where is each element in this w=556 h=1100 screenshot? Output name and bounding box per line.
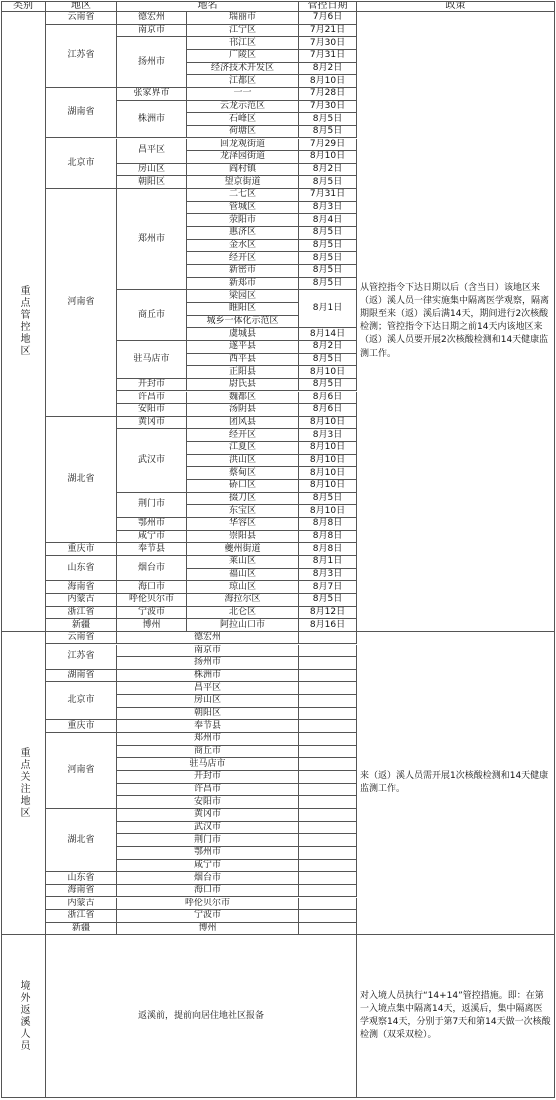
city-name: 德宏州	[117, 12, 187, 25]
province-name: 北京市	[46, 682, 117, 720]
place-name: 株洲市	[117, 670, 299, 683]
place-name: 梁园区	[187, 290, 299, 303]
control-date: 7月28日	[299, 88, 357, 101]
control-date-empty	[299, 758, 357, 771]
city-name: 驻马店市	[117, 341, 187, 379]
place-name: 经开区	[187, 429, 299, 442]
control-date: 8月10日	[299, 417, 357, 430]
control-date: 8月12日	[299, 607, 357, 620]
city-name: 株洲市	[117, 101, 187, 139]
control-date-empty	[299, 695, 357, 708]
place-name: 崇阳县	[187, 531, 299, 544]
control-date: 8月16日	[299, 619, 357, 632]
province-name: 北京市	[46, 139, 117, 190]
control-date: 8月10日	[299, 467, 357, 480]
province-name: 河南省	[46, 733, 117, 809]
policy-key-control: 从管控指令下达日期以后（含当日）该地区来（返）溪人员一律实施集中隔离医学观察，隔离期限至来（返）溪后满14天，期间进行2次核酸检测；管控指令下达日期之前14天内该地区来（返）溪人员要开展2次核酸检测和14天健康监测工作。	[357, 12, 555, 632]
control-date: 8月5日	[299, 493, 357, 506]
place-name: 华容区	[187, 518, 299, 531]
control-date: 7月31日	[299, 189, 357, 202]
control-date-empty	[299, 885, 357, 898]
province-name: 山东省	[46, 872, 117, 885]
place-name: 东宝区	[187, 505, 299, 518]
control-date: 8月8日	[299, 531, 357, 544]
control-date: 8月2日	[299, 164, 357, 177]
city-name: 宁波市	[117, 607, 187, 620]
place-name: 海拉尔区	[187, 594, 299, 607]
place-name: 德宏州	[117, 632, 299, 645]
place-name: 汤阴县	[187, 404, 299, 417]
header-region: 地区	[46, 1, 117, 12]
control-date: 7月6日	[299, 12, 357, 25]
control-date-empty	[299, 670, 357, 683]
control-date: 8月6日	[299, 404, 357, 417]
place-name: 扬州市	[117, 657, 299, 670]
province-name: 重庆市	[46, 720, 117, 733]
policy-table	[1, 1, 555, 1098]
place-name: 夔州街道	[187, 543, 299, 556]
place-name: 黄冈市	[117, 809, 299, 822]
place-name: 福山区	[187, 569, 299, 582]
place-name: 广陵区	[187, 50, 299, 63]
province-name: 湖北省	[46, 809, 117, 872]
city-name: 南京市	[117, 25, 187, 38]
control-date: 8月10日	[299, 455, 357, 468]
city-name: 扬州市	[117, 37, 187, 88]
place-name: 新郑市	[187, 278, 299, 291]
control-date-empty	[299, 910, 357, 923]
control-date: 8月3日	[299, 202, 357, 215]
category-overseas: 境外返溪人员	[1, 935, 46, 1098]
control-date: 8月5日	[299, 594, 357, 607]
place-name: 一一	[187, 88, 299, 101]
place-name: 烟台市	[117, 872, 299, 885]
control-date: 8月7日	[299, 581, 357, 594]
place-name: 瑞丽市	[187, 12, 299, 25]
place-name: 蔡甸区	[187, 467, 299, 480]
control-date: 8月5日	[299, 379, 357, 392]
place-name: 经开区	[187, 252, 299, 265]
city-name: 安阳市	[117, 404, 187, 417]
header-policy: 政策	[357, 1, 555, 12]
province-name: 江苏省	[46, 25, 117, 88]
place-name: 正阳县	[187, 366, 299, 379]
place-name: 邗江区	[187, 37, 299, 50]
policy-key-attention: 来（返）溪人员需开展1次核酸检测和14天健康监测工作。	[357, 632, 555, 936]
control-date: 8月10日	[299, 480, 357, 493]
control-date: 8月10日	[299, 505, 357, 518]
control-date: 8月6日	[299, 392, 357, 405]
place-name: 西平县	[187, 354, 299, 367]
control-date: 8月5日	[299, 265, 357, 278]
control-date: 8月10日	[299, 151, 357, 164]
place-name: 博州	[117, 923, 299, 936]
city-name: 昌平区	[117, 139, 187, 164]
city-name: 张家界市	[117, 88, 187, 101]
place-name: 遂平县	[187, 341, 299, 354]
control-date-empty	[299, 720, 357, 733]
place-name: 荆门市	[117, 834, 299, 847]
province-name: 海南省	[46, 885, 117, 898]
city-name: 博州	[117, 619, 187, 632]
place-name: 宁波市	[117, 910, 299, 923]
place-name: 回龙观街道	[187, 139, 299, 152]
province-name: 内蒙古	[46, 594, 117, 607]
place-name: 商丘市	[117, 746, 299, 759]
place-name: 二七区	[187, 189, 299, 202]
place-name: 海口市	[117, 885, 299, 898]
control-date: 8月5日	[299, 354, 357, 367]
place-name: 城乡一体化示范区	[187, 316, 299, 329]
place-name: 开封市	[117, 771, 299, 784]
control-date: 8月3日	[299, 569, 357, 582]
control-date-empty	[299, 872, 357, 885]
city-name: 许昌市	[117, 392, 187, 405]
control-date: 8月4日	[299, 214, 357, 227]
city-name: 武汉市	[117, 429, 187, 492]
control-date-empty	[299, 746, 357, 759]
control-date: 7月30日	[299, 101, 357, 114]
place-name: 金水区	[187, 240, 299, 253]
province-name: 湖北省	[46, 417, 117, 544]
control-date: 7月31日	[299, 50, 357, 63]
place-name: 呼伦贝尔市	[117, 898, 299, 911]
place-name: 虞城县	[187, 328, 299, 341]
city-name: 朝阳区	[117, 176, 187, 189]
control-date: 8月10日	[299, 366, 357, 379]
place-name: 江夏区	[187, 442, 299, 455]
control-date: 8月3日	[299, 429, 357, 442]
city-name: 奉节县	[117, 543, 187, 556]
control-date-empty	[299, 771, 357, 784]
place-name: 龙泽园街道	[187, 151, 299, 164]
control-date-empty	[299, 834, 357, 847]
place-name: 阿拉山口市	[187, 619, 299, 632]
place-name: 琼山区	[187, 581, 299, 594]
city-name: 呼伦贝尔市	[117, 594, 187, 607]
place-name: 荥阳市	[187, 214, 299, 227]
control-date: 8月14日	[299, 328, 357, 341]
city-name: 咸宁市	[117, 531, 187, 544]
control-date-empty	[299, 708, 357, 721]
place-name: 北仑区	[187, 607, 299, 620]
place-name: 江都区	[187, 75, 299, 88]
control-date: 7月21日	[299, 25, 357, 38]
place-name: 新密市	[187, 265, 299, 278]
place-name: 掇刀区	[187, 493, 299, 506]
place-name: 洪山区	[187, 455, 299, 468]
control-date-empty	[299, 898, 357, 911]
province-name: 浙江省	[46, 607, 117, 620]
place-name: 安阳市	[117, 796, 299, 809]
province-name: 江苏省	[46, 645, 117, 670]
province-name: 新疆	[46, 923, 117, 936]
control-date-empty	[299, 657, 357, 670]
control-date: 8月5日	[299, 176, 357, 189]
control-date: 8月10日	[299, 75, 357, 88]
city-name: 郑州市	[117, 189, 187, 290]
province-name: 湖南省	[46, 88, 117, 139]
category-key-attention: 重点关注地区	[1, 632, 46, 936]
province-name: 海南省	[46, 581, 117, 594]
control-date: 8月1日	[299, 290, 357, 328]
place-name: 昌平区	[117, 682, 299, 695]
province-name: 河南省	[46, 189, 117, 417]
control-date: 8月10日	[299, 442, 357, 455]
place-name: 荷塘区	[187, 126, 299, 139]
province-name: 新疆	[46, 619, 117, 632]
control-date: 8月8日	[299, 518, 357, 531]
place-name: 尉氏县	[187, 379, 299, 392]
control-date-empty	[299, 923, 357, 936]
city-name: 鄂州市	[117, 518, 187, 531]
category-key-control: 重点管控地区	[1, 12, 46, 632]
city-name: 商丘市	[117, 290, 187, 341]
city-name: 黄冈市	[117, 417, 187, 430]
city-name: 开封市	[117, 379, 187, 392]
control-date-empty	[299, 796, 357, 809]
province-name: 湖南省	[46, 670, 117, 683]
control-date: 8月8日	[299, 543, 357, 556]
header-date: 管控日期	[299, 1, 357, 12]
control-date: 8月2日	[299, 341, 357, 354]
place-name: 团风县	[187, 417, 299, 430]
control-date: 8月5日	[299, 278, 357, 291]
province-name: 浙江省	[46, 910, 117, 923]
control-date: 8月5日	[299, 227, 357, 240]
province-name: 内蒙古	[46, 898, 117, 911]
control-date: 7月30日	[299, 37, 357, 50]
control-date-empty	[299, 784, 357, 797]
control-date: 7月29日	[299, 139, 357, 152]
control-date-empty	[299, 632, 357, 645]
place-name: 房山区	[117, 695, 299, 708]
control-date: 8月2日	[299, 63, 357, 76]
place-name: 许昌市	[117, 784, 299, 797]
place-name: 管城区	[187, 202, 299, 215]
control-date-empty	[299, 682, 357, 695]
province-name: 云南省	[46, 12, 117, 25]
place-name: 莱山区	[187, 556, 299, 569]
control-date-empty	[299, 860, 357, 873]
place-name: 石峰区	[187, 113, 299, 126]
place-name: 睢阳区	[187, 303, 299, 316]
control-date-empty	[299, 645, 357, 658]
place-name: 惠济区	[187, 227, 299, 240]
place-name: 朝阳区	[117, 708, 299, 721]
place-name: 奉节县	[117, 720, 299, 733]
place-name: 鄂州市	[117, 847, 299, 860]
province-name: 重庆市	[46, 543, 117, 556]
city-name: 海口市	[117, 581, 187, 594]
place-name: 硚口区	[187, 480, 299, 493]
place-name: 郑州市	[117, 733, 299, 746]
control-date-empty	[299, 822, 357, 835]
control-date: 8月1日	[299, 556, 357, 569]
header-place: 地名	[117, 1, 299, 12]
place-name: 云龙示范区	[187, 101, 299, 114]
place-name: 魏都区	[187, 392, 299, 405]
city-name: 荆门市	[117, 493, 187, 518]
province-name: 山东省	[46, 556, 117, 581]
place-name: 南京市	[117, 645, 299, 658]
header-category: 类别	[1, 1, 46, 12]
overseas-report-note: 返溪前，提前向居住地社区报备	[46, 935, 357, 1098]
control-date: 8月5日	[299, 113, 357, 126]
control-date-empty	[299, 733, 357, 746]
control-date: 8月5日	[299, 252, 357, 265]
control-date: 8月5日	[299, 126, 357, 139]
place-name: 咸宁市	[117, 860, 299, 873]
place-name: 武汉市	[117, 822, 299, 835]
place-name: 经济技术开发区	[187, 63, 299, 76]
city-name: 烟台市	[117, 556, 187, 581]
place-name: 阎村镇	[187, 164, 299, 177]
province-name: 云南省	[46, 632, 117, 645]
control-date-empty	[299, 847, 357, 860]
place-name: 驻马店市	[117, 758, 299, 771]
control-date: 8月5日	[299, 240, 357, 253]
city-name: 房山区	[117, 164, 187, 177]
control-date-empty	[299, 809, 357, 822]
policy-overseas: 对入境人员执行“14+14”管控措施。即：在第一入境点集中隔离14天，返溪后，集中隔离医学观察14天，分别于第7天和第14天做一次核酸检测（双采双检）。	[357, 935, 555, 1098]
place-name: 江宁区	[187, 25, 299, 38]
place-name: 望京街道	[187, 176, 299, 189]
